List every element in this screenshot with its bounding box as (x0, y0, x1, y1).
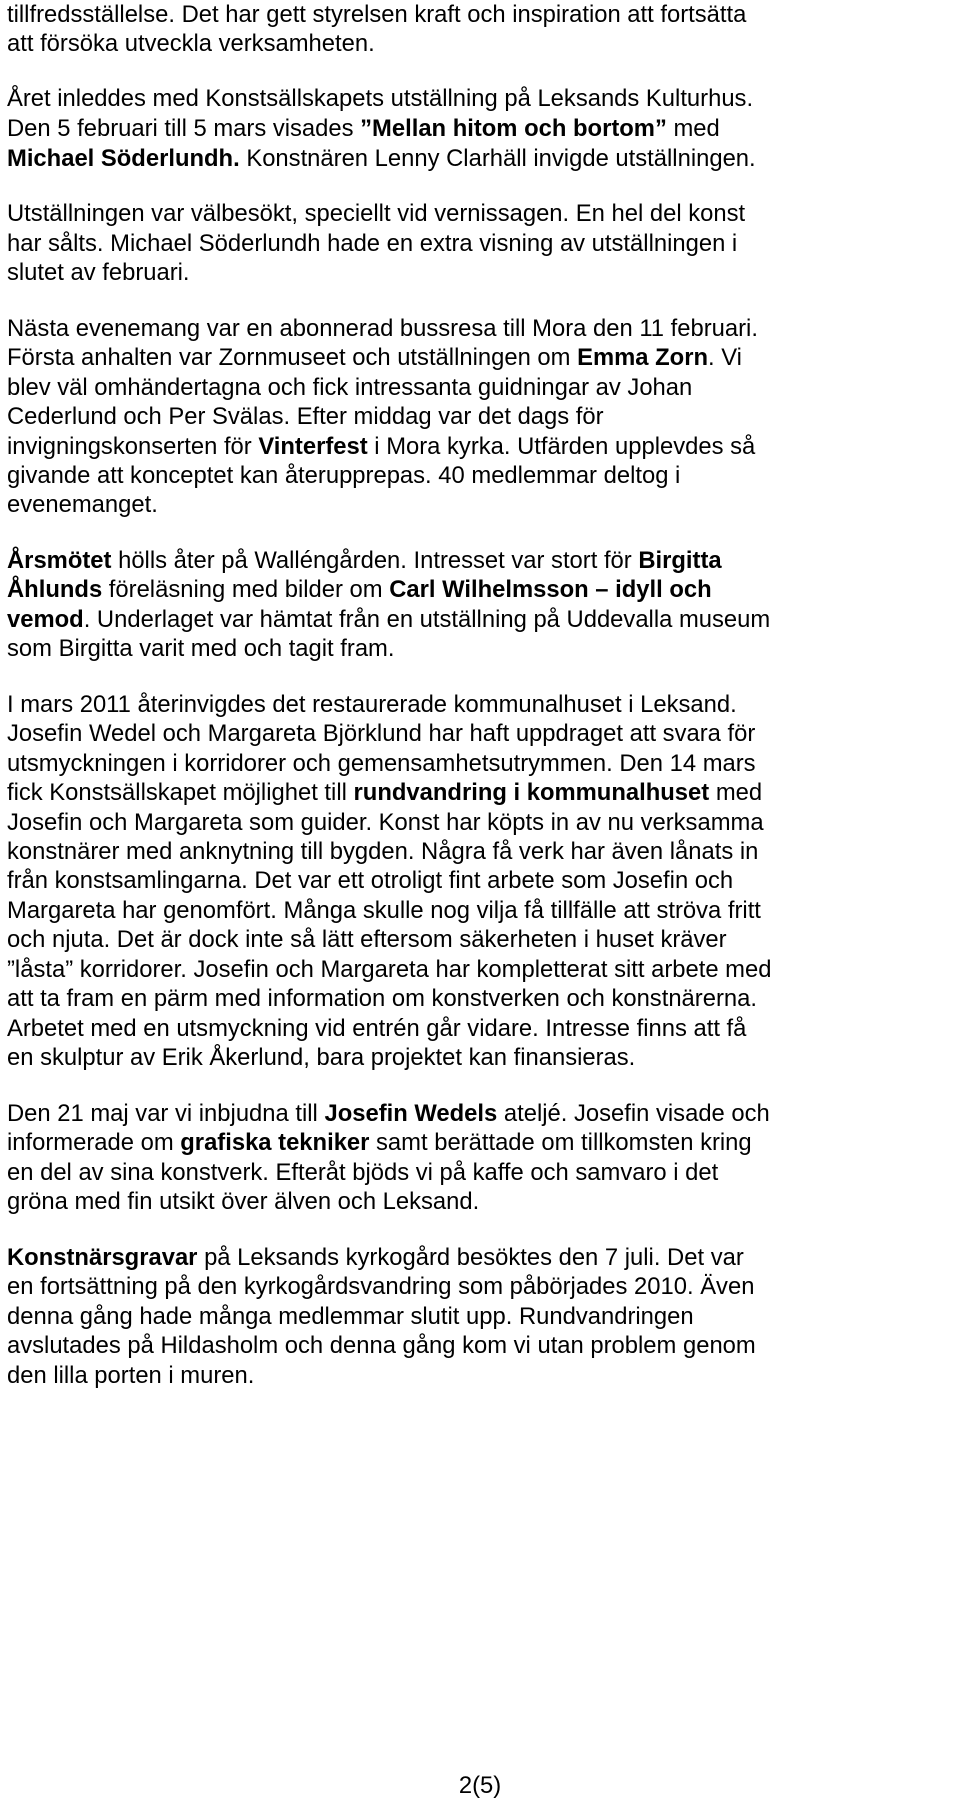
text-span: en fortsättning på den kyrkogårdsvandring som påbörjades 2010. Även (7, 1273, 755, 1300)
text-line (7, 605, 770, 635)
text-line (7, 808, 764, 838)
text-span: hölls åter på Walléngården. Intresset var stort för (111, 547, 639, 574)
text-span: I mars 2011 återinvigdes det restaurerade kommunalhuset i Leksand. (7, 691, 737, 718)
text-span: blev väl omhändertagna och fick intressanta guidningar av Johan (7, 374, 693, 401)
text-line (7, 229, 737, 259)
text-line (7, 199, 745, 229)
text-line (7, 402, 604, 432)
text-span: Josefin Wedel och Margareta Björklund har haft uppdraget att svara för (7, 720, 756, 747)
page-number: 2(5) (458, 1772, 502, 1799)
text-span: invigningskonserten för (7, 433, 259, 460)
text-line (7, 1014, 746, 1044)
text-line (7, 1043, 635, 1073)
text-line (7, 984, 757, 1014)
text-span: gröna med fin utsikt över älven och Leksand. (7, 1188, 480, 1215)
bold-text: Birgitta (638, 547, 722, 574)
bold-text: rundvandring i kommunalhuset (353, 779, 710, 806)
text-span: en skulptur av Erik Åkerlund, bara projektet kan finansieras. (7, 1044, 636, 1071)
text-line (7, 1158, 718, 1188)
text-line (7, 490, 158, 520)
text-span: med (709, 779, 763, 806)
bold-text: ”Mellan hitom och bortom” (360, 115, 667, 142)
text-span: Konstnären Lenny Clarhäll invigde utställningen. (239, 145, 756, 172)
text-line (7, 896, 761, 926)
text-span: tillfredsställelse. Det har gett styrelsen kraft och inspiration att fortsätta (7, 1, 747, 28)
text-span: Utställningen var välbesökt, speciellt vid vernissagen. En hel del konst (7, 200, 746, 227)
text-span: samt berättade om tillkomsten kring (369, 1129, 752, 1156)
text-span: avslutades på Hildasholm och denna gång kom vi utan problem genom (7, 1332, 756, 1359)
text-line (7, 461, 680, 491)
text-line (7, 114, 720, 144)
text-line (7, 1361, 254, 1391)
text-line (7, 690, 737, 720)
text-line (7, 866, 733, 896)
text-line (7, 778, 762, 808)
bold-text: Michael Söderlundh. (7, 145, 240, 172)
text-span: och njuta. Det är dock inte så lätt eftersom säkerheten i huset kräver (7, 926, 727, 953)
text-span: ”låsta” korridorer. Josefin och Margareta har kompletterat sitt arbete med (7, 956, 772, 983)
bold-text: Konstnärsgravar (7, 1244, 198, 1271)
text-line (7, 575, 712, 605)
text-span: att försöka utveckla verksamheten. (7, 30, 375, 57)
text-line (7, 1272, 754, 1302)
bold-text: vemod (7, 606, 84, 633)
text-span: har sålts. Michael Söderlundh hade en extra visning av utställningen i (7, 230, 738, 257)
text-line (7, 1243, 744, 1273)
text-line (7, 84, 753, 114)
text-span: informerade om (7, 1129, 181, 1156)
text-line (7, 546, 722, 576)
text-span: som Birgitta varit med och tagit fram. (7, 635, 395, 662)
text-span: i Mora kyrka. Utfärden upplevdes så (367, 433, 756, 460)
text-line (7, 837, 758, 867)
text-line (7, 1302, 694, 1332)
text-line (7, 343, 742, 373)
text-line (7, 749, 756, 779)
text-span: Nästa evenemang var en abonnerad bussresa till Mora den 11 februari. (7, 315, 758, 342)
text-span: Den 5 februari till 5 mars visades (7, 115, 361, 142)
text-span: att ta fram en pärm med information om konstverken och konstnärerna. (7, 985, 757, 1012)
bold-text: Emma Zorn (577, 344, 709, 371)
text-span: en del av sina konstverk. Efteråt bjöds vi på kaffe och samvaro i det (7, 1159, 719, 1186)
text-line (7, 29, 375, 59)
bold-text: Josefin Wedels (324, 1100, 498, 1127)
text-line (7, 1187, 479, 1217)
text-span: Första anhalten var Zornmuseet och utställningen om (7, 344, 578, 371)
text-line (7, 1331, 756, 1361)
text-line (7, 373, 692, 403)
bold-text: Carl Wilhelmsson – idyll och (389, 576, 712, 603)
text-span: på Leksands kyrkogård besöktes den 7 juli. Det var (197, 1244, 744, 1271)
text-line (7, 258, 190, 288)
text-span: den lilla porten i muren. (7, 1362, 255, 1389)
text-span: evenemanget. (7, 491, 158, 518)
text-line (7, 144, 756, 174)
bold-text: Årsmötet (7, 547, 112, 574)
text-span: med (666, 115, 720, 142)
bold-text: Åhlunds (7, 576, 103, 603)
text-span: ateljé. Josefin visade och (497, 1100, 770, 1127)
text-line (7, 0, 746, 30)
text-line (7, 925, 727, 955)
text-span: föreläsning med bilder om (102, 576, 390, 603)
text-span: Josefin och Margareta som guider. Konst har köpts in av nu verksamma (7, 809, 764, 836)
text-line (7, 432, 755, 462)
text-span: slutet av februari. (7, 259, 190, 286)
bold-text: Vinterfest (258, 433, 368, 460)
text-span: från konstsamlingarna. Det var ett otroligt fint arbete som Josefin och (7, 867, 734, 894)
text-line (7, 634, 395, 664)
bold-text: grafiska tekniker (180, 1129, 370, 1156)
text-span: Margareta har genomfört. Många skulle nog vilja få tillfälle att ströva fritt (7, 897, 761, 924)
text-line (7, 1099, 770, 1129)
text-span: . Vi (708, 344, 742, 371)
text-span: fick Konstsällskapet möjlighet till (7, 779, 354, 806)
text-span: Den 21 maj var vi inbjudna till (7, 1100, 325, 1127)
text-span: Året inleddes med Konstsällskapets utställning på Leksands Kulturhus. (7, 85, 754, 112)
text-span: denna gång hade många medlemmar slutit upp. Rundvandringen (7, 1303, 694, 1330)
text-line (7, 1128, 752, 1158)
text-span: givande att konceptet kan återupprepas. 40 medlemmar deltog i (7, 462, 681, 489)
text-span: utsmyckningen i korridorer och gemensamhetsutrymmen. Den 14 mars (7, 750, 756, 777)
text-span: . Underlaget var hämtat från en utställning på Uddevalla museum (83, 606, 771, 633)
text-line (7, 955, 771, 985)
text-line (7, 719, 755, 749)
text-span: Cederlund och Per Svälas. Efter middag var det dags för (7, 403, 604, 430)
text-span: konstnärer med anknytning till bygden. Några få verk har även lånats in (7, 838, 759, 865)
text-span: Arbetet med en utsmyckning vid entrén går vidare. Intresse finns att få (7, 1015, 747, 1042)
text-line (7, 314, 758, 344)
